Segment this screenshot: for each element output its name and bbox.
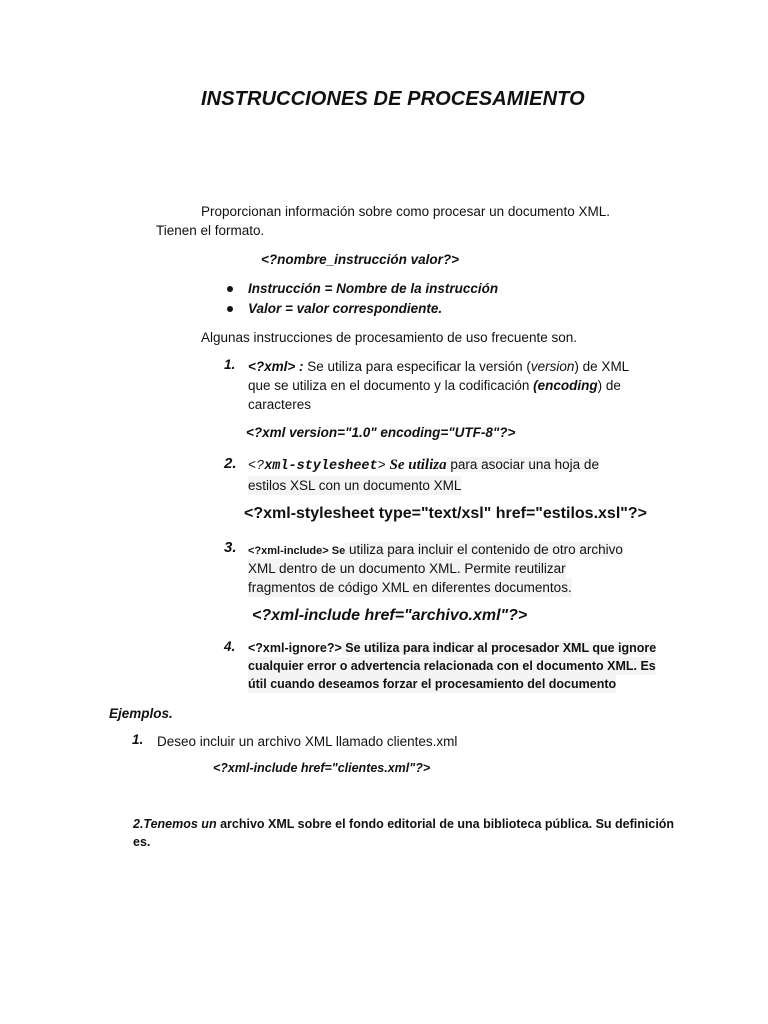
bullet-icon [227, 286, 233, 292]
item-2-text: para asociar una hoja de [446, 457, 599, 472]
item-4-line-3: útil cuando deseamos forzar el procesamiento del documento [248, 677, 617, 691]
item-2-tag-part: xml-stylesheet [264, 459, 378, 474]
item-3-line-3: fragmentos de código XML en diferentes documentos. [248, 580, 572, 595]
item-1-text: ) de XML [574, 359, 630, 374]
examples-heading: Ejemplos. [109, 706, 173, 721]
list-number: 2. [224, 455, 237, 472]
item-2-verb: Se utiliza [385, 457, 447, 473]
list-number: 4. [224, 639, 236, 654]
item-2-tag-part: > [377, 459, 386, 474]
item-1-text: que se utiliza en el documento y la codificación [248, 378, 534, 393]
list-number: 1. [224, 357, 236, 372]
item-2-example-code: <?xml-stylesheet type="text/xsl" href="estilos.xsl"?> [244, 505, 647, 522]
item-1-version-term: version [530, 359, 575, 374]
item-3-line-1 [248, 540, 623, 561]
item-2-line-2: estilos XSL con un documento XML [248, 478, 462, 493]
item-1-text: ) de [597, 378, 621, 393]
item-1-encoding-term: (encoding [533, 378, 598, 393]
example-2-lead: 2.Tenemos un [133, 817, 217, 831]
bullet-item-valor: Valor = valor correspondiente. [248, 301, 443, 316]
item-3-example-code: <?xml-include href="archivo.xml"?> [252, 607, 528, 624]
example-2-line-2: es. [133, 835, 151, 849]
item-4-line-1 [248, 639, 656, 657]
example-1-code: <?xml-include href="clientes.xml"?> [213, 761, 431, 775]
bullet-item-instruccion: Instrucción = Nombre de la instrucción [248, 281, 499, 296]
intro-line-2: Tienen el formato. [156, 223, 265, 238]
item-4-tag: <?xml-ignore?> [248, 641, 342, 655]
list-number: 3. [224, 539, 237, 556]
intro-line-1: Proporcionan información sobre como procesar un documento XML. [201, 204, 610, 219]
item-4-line-2: cualquier error o advertencia relacionada con el documento XML. Es [248, 659, 656, 673]
item-3-line-2: XML dentro de un documento XML. Permite reutilizar [248, 561, 566, 576]
item-1-example-code: <?xml version="1.0" encoding="UTF-8"?> [246, 425, 516, 440]
item-3-tag: <?xml-include> [248, 545, 329, 557]
list-number: 1. [132, 732, 144, 747]
bullet-icon [227, 306, 233, 312]
example-1-text: Deseo incluir un archivo XML llamado clientes.xml [157, 734, 458, 749]
item-3-text: Se [328, 545, 346, 557]
item-1-line-1 [248, 357, 629, 376]
item-1-line-2 [248, 376, 621, 395]
item-2-line-1 [248, 455, 599, 476]
item-1-tag: <?xml> : [248, 359, 304, 374]
item-2-tag-part: <? [248, 459, 265, 474]
item-3-text: utiliza para incluir el contenido de otro archivo [345, 542, 623, 557]
example-2-text: archivo XML sobre el fondo editorial de una biblioteca pública. Su definición [216, 817, 675, 831]
item-2-tag [248, 459, 386, 474]
format-syntax: <?nombre_instrucción valor?> [261, 252, 460, 267]
item-1-line-3: caracteres [248, 397, 312, 412]
example-2-line-1 [133, 815, 674, 833]
item-4-text: Se utiliza para indicar al procesador XML que ignore [341, 641, 657, 655]
item-1-text: Se utiliza para especificar la versión ( [303, 359, 531, 374]
common-instructions-intro: Algunas instrucciones de procesamiento de uso frecuente son. [201, 330, 577, 345]
page-title: INSTRUCCIONES DE PROCESAMIENTO [201, 88, 585, 110]
